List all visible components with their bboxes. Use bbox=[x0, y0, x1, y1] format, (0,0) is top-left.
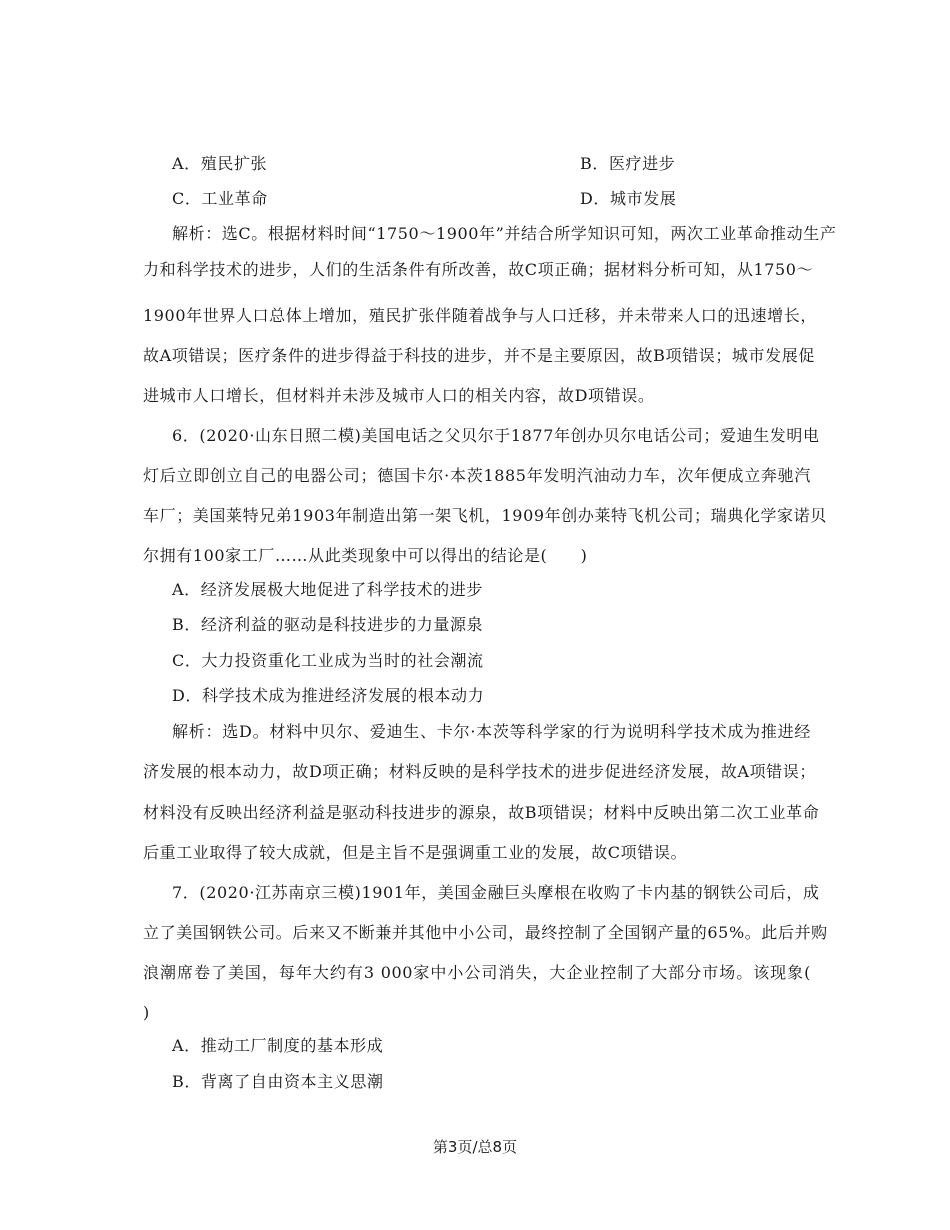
q5-option-a: A．殖民扩张 bbox=[172, 154, 268, 173]
page-number: 第3页/总8页 bbox=[432, 1138, 518, 1156]
q7-stem-line: ) bbox=[143, 1003, 150, 1022]
q6-stem-line: 灯后立即创立自己的电器公司；德国卡尔·本茨1885年发明汽油动力车，次年便成立奔驰汽 bbox=[143, 466, 811, 485]
q5-analysis-line: 1900年世界人口总体上增加，殖民扩张伴随着战争与人口迁移，并未带来人口的迅速增长， bbox=[143, 306, 817, 325]
q6-option-d: D．科学技术成为推进经济发展的根本动力 bbox=[172, 686, 485, 705]
q5-analysis-line: 故A项错误；医疗条件的进步得益于科技的进步，并不是主要原因，故B项错误；城市发展促 bbox=[143, 346, 815, 365]
q6-option-b: B．经济利益的驱动是科技进步的力量源泉 bbox=[172, 615, 484, 634]
q7-stem-line: 立了美国钢铁公司。后来又不断兼并其他中小公司，最终控制了全国钢产量的65%。此后并购 bbox=[143, 923, 828, 942]
q6-analysis-line: 后重工业取得了较大成就，但是主旨不是强调重工业的发展，故C项错误。 bbox=[143, 843, 688, 862]
q7-stem-line: 7．(2020·江苏南京三模)1901年，美国金融巨头摩根在收购了卡内基的钢铁公司后，成 bbox=[172, 883, 820, 902]
q5-analysis-line: 进城市人口增长，但材料并未涉及城市人口的相关内容，故D项错误。 bbox=[143, 386, 655, 405]
q6-stem-line: 尔拥有100家工厂……从此类现象中可以得出的结论是( ) bbox=[143, 546, 588, 565]
q5-option-b: B．医疗进步 bbox=[580, 154, 676, 173]
q7-option-b: B．背离了自由资本主义思潮 bbox=[172, 1072, 384, 1091]
q5-option-d: D．城市发展 bbox=[580, 189, 677, 208]
q6-stem-line: 车厂；美国莱特兄弟1903年制造出第一架飞机，1909年创办莱特飞机公司；瑞典化学家诺贝 bbox=[143, 506, 827, 525]
q6-option-c: C．大力投资重化工业成为当时的社会潮流 bbox=[172, 651, 484, 670]
q6-analysis-line: 济发展的根本动力，故D项正确；材料反映的是科学技术的进步促进经济发展，故A项错误； bbox=[143, 762, 816, 781]
q6-stem-line: 6．(2020·山东日照二模)美国电话之父贝尔于1877年创办贝尔电话公司；爱迪生发明电 bbox=[172, 426, 820, 445]
q6-analysis-line: 解析：选D。材料中贝尔、爱迪生、卡尔·本茨等科学家的行为说明科学技术成为推进经 bbox=[172, 722, 811, 741]
q7-stem-line: 浪潮席卷了美国，每年大约有3 000家中小公司消失，大企业控制了大部分市场。该现象( bbox=[143, 963, 811, 982]
q6-option-a: A．经济发展极大地促进了科学技术的进步 bbox=[172, 580, 483, 599]
q5-option-c: C．工业革命 bbox=[172, 189, 268, 208]
q5-analysis-line: 力和科学技术的进步，人们的生活条件有所改善，故C项正确；据材料分析可知，从1750～ bbox=[143, 260, 814, 279]
q7-option-a: A．推动工厂制度的基本形成 bbox=[172, 1036, 384, 1055]
q6-analysis-line: 材料没有反映出经济利益是驱动科技进步的源泉，故B项错误；材料中反映出第二次工业革命 bbox=[143, 803, 820, 822]
q5-analysis-line: 解析：选C。根据材料时间“1750～1900年”并结合所学知识可知，两次工业革命推动生产 bbox=[172, 224, 837, 243]
